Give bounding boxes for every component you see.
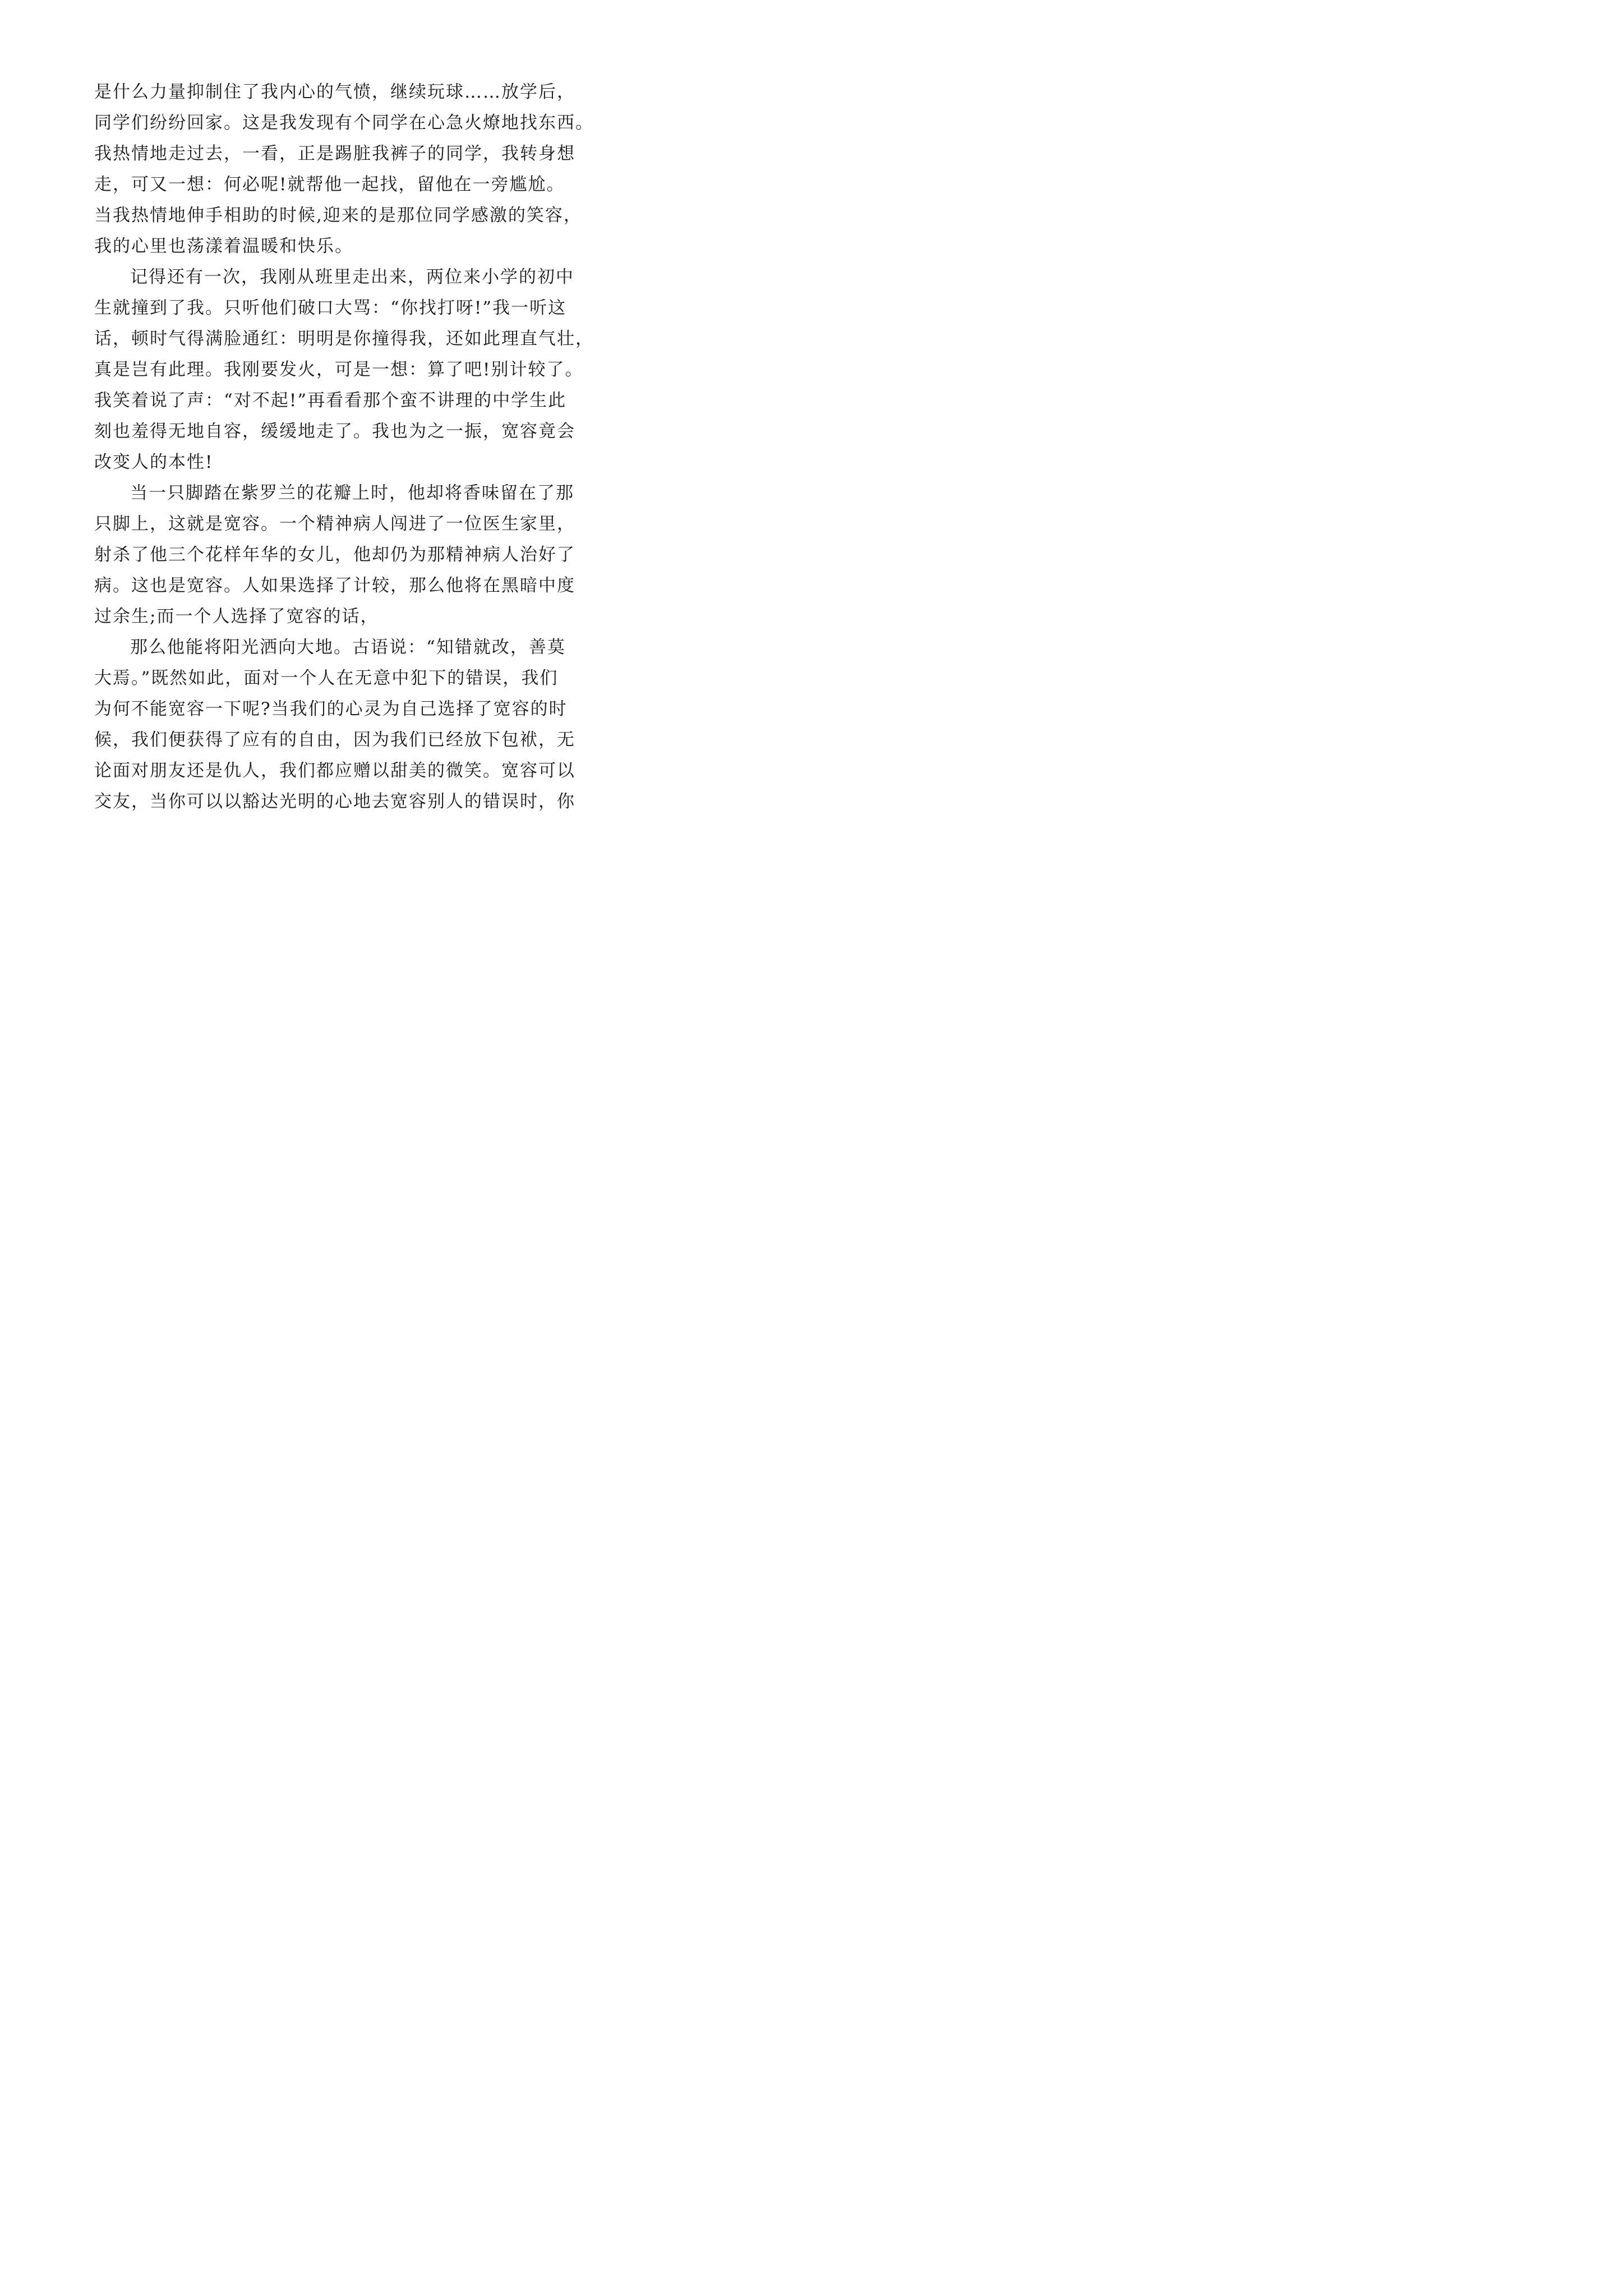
text-line: 我的心里也荡漾着温暖和快乐。 xyxy=(94,236,353,256)
text-line: 候，我们便获得了应有的自由，因为我们已经放下包袱，无 xyxy=(94,730,575,750)
text-line: 话，顿时气得满脸通红：明明是你撞得我，还如此理直气壮， xyxy=(94,329,594,349)
text-line: 生就撞到了我。只听他们破口大骂：“你找打呀!”我一听这 xyxy=(94,298,567,318)
document-page xyxy=(0,0,619,876)
text-line: 我笑着说了声：“对不起!”再看看那个蛮不讲理的中学生此 xyxy=(94,390,567,411)
text-line: 只脚上，这就是宽容。一个精神病人闯进了一位医生家里， xyxy=(94,514,575,534)
text-line: 真是岂有此理。我刚要发火，可是一想：算了吧!别计较了。 xyxy=(94,360,584,380)
text-line: 是什么力量抑制住了我内心的气愤，继续玩球……放学后， xyxy=(94,82,575,102)
paragraph-first-line: 当一只脚踏在紫罗兰的花瓣上时，他却将香味留在了那 xyxy=(130,483,574,503)
text-line: 病。这也是宽容。人如果选择了计较，那么他将在黑暗中度 xyxy=(94,576,575,596)
paragraph-first-line: 记得还有一次，我刚从班里走出来，两位来小学的初中 xyxy=(130,267,574,287)
text-line: 刻也羞得无地自容，缓缓地走了。我也为之一振，宽容竟会 xyxy=(94,421,575,441)
text-line: 射杀了他三个花样年华的女儿，他却仍为那精神病人治好了 xyxy=(94,545,575,565)
text-line: 改变人的本性! xyxy=(94,452,214,472)
text-line: 交友，当你可以以豁达光明的心地去宽容别人的错误时，你 xyxy=(94,792,575,812)
text-line: 走，可又一想：何必呢!就帮他一起找，留他在一旁尴尬。 xyxy=(94,174,565,195)
text-line: 论面对朋友还是仇人，我们都应赠以甜美的微笑。宽容可以 xyxy=(94,761,575,781)
text-line: 同学们纷纷回家。这是我发现有个同学在心急火燎地找东西。 xyxy=(94,113,594,133)
text-line: 为何不能宽容一下呢?当我们的心灵为自己选择了宽容的时 xyxy=(94,699,568,719)
text-line: 过余生;而一个人选择了宽容的话， xyxy=(94,606,379,627)
text-line: 大焉。”既然如此，面对一个人在无意中犯下的错误，我们 xyxy=(94,668,559,688)
paragraph-first-line: 那么他能将阳光洒向大地。古语说：“知错就改，善莫 xyxy=(130,637,566,657)
text-line: 当我热情地伸手相助的时候,迎来的是那位同学感激的笑容， xyxy=(94,205,582,226)
text-line: 我热情地走过去，一看，正是踢脏我裤子的同学，我转身想 xyxy=(94,144,575,164)
